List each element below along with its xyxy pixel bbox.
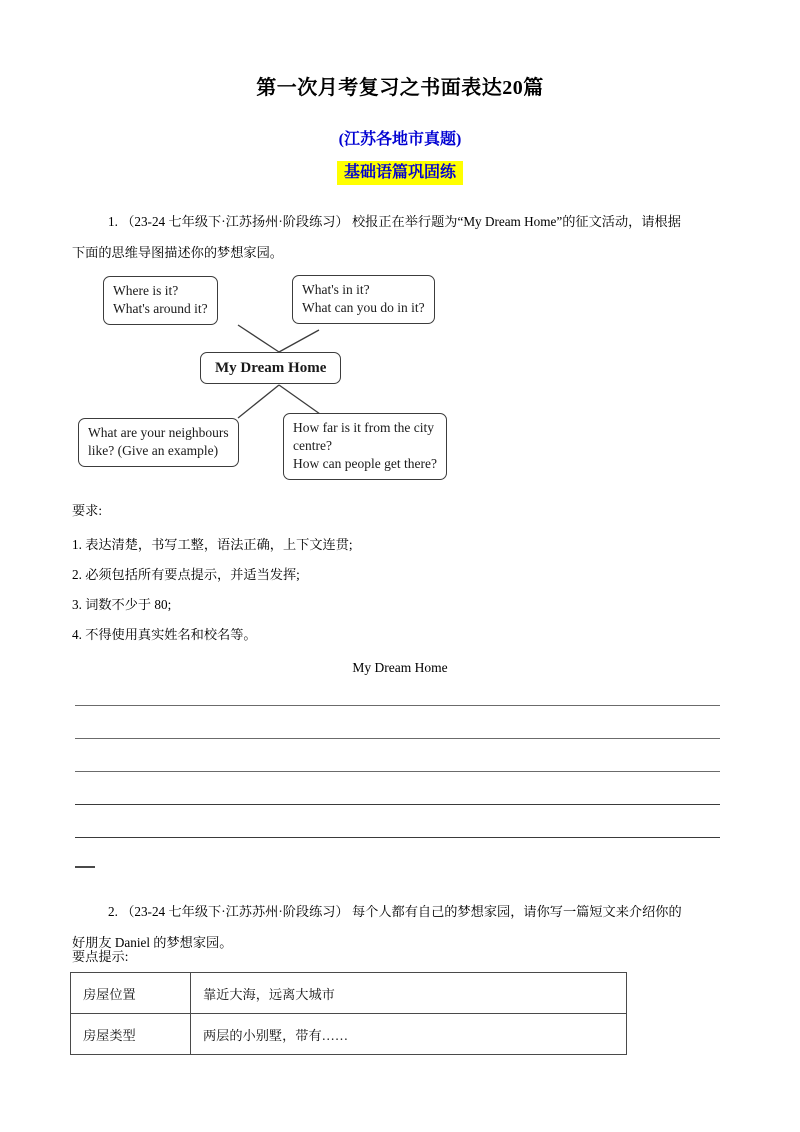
question-1-prompt-line2: 下面的思维导图描述你的梦想家园。: [72, 245, 283, 260]
composition-title: My Dream Home: [352, 660, 448, 675]
requirement-item-2: 2. 必须包括所有要点提示，并适当发挥;: [72, 567, 300, 582]
question-1-prompt-line1: 校报正在举行题为“My Dream Home”的征文活动，请根据: [351, 214, 681, 229]
mindmap-node-bottom-left-line-2: like? (Give an example): [88, 443, 219, 458]
mindmap-node-bottom-right: [283, 413, 447, 480]
requirement-item-4: 4. 不得使用真实姓名和校名等。: [72, 627, 257, 642]
mindmap-node-bottom-left-line-1: What are your neighbours: [88, 425, 229, 440]
table-row: [71, 1014, 627, 1055]
answer-line[interactable]: [75, 804, 720, 805]
section-tag-highlight: 基础语篇巩固练: [337, 161, 463, 185]
page-title: 第一次月考复习之书面表达20篇: [256, 77, 544, 99]
question-1-source: （23-24 七年级下·江苏扬州·阶段练习）: [121, 214, 349, 229]
mindmap-node-top-left-line-1: Where is it?: [113, 283, 179, 298]
mindmap-node-bottom-right-line-3: How can people get there?: [293, 456, 437, 471]
table-cell-value: 两层的小别墅，带有……: [191, 1014, 627, 1055]
question-2-source: （23-24 七年级下·江苏苏州·阶段练习）: [121, 904, 349, 919]
mindmap-node-bottom-left: [78, 418, 239, 467]
hints-heading: 要点提示:: [72, 949, 129, 964]
answer-line[interactable]: [75, 705, 720, 706]
mindmap-node-bottom-right-line-1: How far is it from the city: [293, 420, 434, 435]
mindmap-node-top-right-line-1: What's in it?: [302, 282, 370, 297]
question-1-number: 1.: [108, 214, 118, 229]
mindmap-node-center: My Dream Home: [200, 352, 341, 384]
hints-table: [70, 972, 627, 1055]
requirement-item-3: 3. 词数不少于 80;: [72, 597, 172, 612]
mindmap-node-bottom-right-line-2: centre?: [293, 438, 332, 453]
table-cell-label: 房屋位置: [71, 973, 191, 1014]
table-row: [71, 973, 627, 1014]
question-2-prompt-line1: 每个人都有自己的梦想家园，请你写一篇短文来介绍你的: [351, 904, 682, 919]
mindmap-node-top-right-line-2: What can you do in it?: [302, 300, 425, 315]
mindmap-node-top-right: [292, 275, 435, 324]
mindmap-node-top-left: [103, 276, 218, 325]
section-tag-wrapper: [0, 161, 800, 185]
answer-line[interactable]: [75, 738, 720, 739]
mindmap-diagram: [70, 268, 500, 496]
answer-line[interactable]: [75, 771, 720, 772]
answer-line[interactable]: [75, 837, 720, 838]
table-cell-label: 房屋类型: [71, 1014, 191, 1055]
question-1-prompt: [72, 206, 722, 237]
table-cell-value: 靠近大海，远离大城市: [191, 973, 627, 1014]
page-subtitle: (江苏各地市真题): [338, 131, 462, 148]
question-2-prompt-line2: 好朋友 Daniel 的梦想家园。: [72, 935, 233, 950]
requirement-item-1: 1. 表达清楚，书写工整，语法正确，上下文连贯;: [72, 537, 353, 552]
answer-line-stub[interactable]: [75, 866, 95, 868]
question-2-number: 2.: [108, 904, 118, 919]
question-2-prompt: [72, 896, 722, 927]
requirements-heading: 要求:: [72, 503, 103, 518]
mindmap-node-top-left-line-2: What's around it?: [113, 301, 208, 316]
